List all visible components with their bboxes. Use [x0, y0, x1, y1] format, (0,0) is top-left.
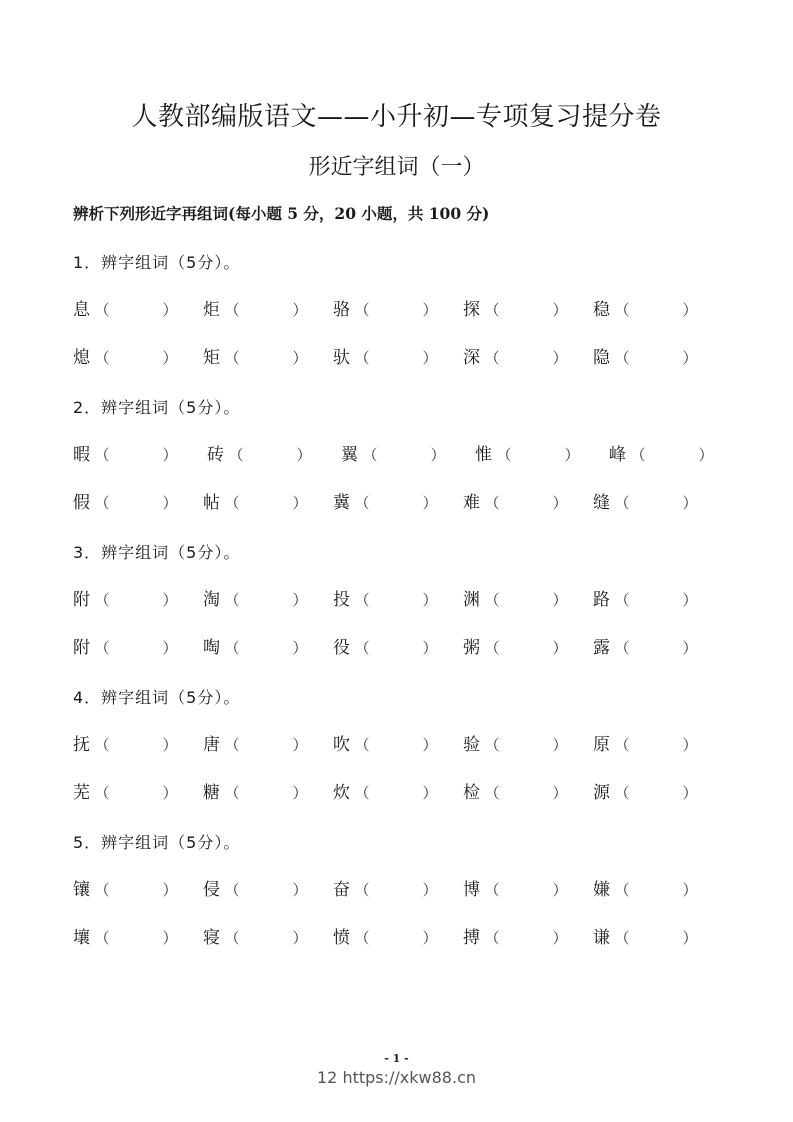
close-paren: ）: [162, 881, 178, 899]
open-paren: （: [94, 639, 110, 657]
char-item: [333, 732, 439, 758]
open-paren: （: [94, 446, 110, 464]
target-character: 原: [593, 735, 610, 755]
target-character: 源: [593, 783, 610, 803]
char-row: [73, 490, 733, 538]
open-paren: （: [94, 591, 110, 609]
open-paren: （: [94, 494, 110, 512]
close-paren: ）: [292, 736, 308, 754]
char-item: [463, 635, 569, 661]
char-row: [73, 345, 733, 393]
open-paren: （: [484, 736, 500, 754]
target-character: 息: [73, 300, 90, 320]
char-item: [593, 925, 699, 951]
char-item: [73, 442, 179, 468]
target-character: 假: [73, 493, 90, 513]
close-paren: ）: [162, 639, 178, 657]
char-item: [593, 877, 699, 903]
watermark-url: 12 https://xkw88.cn: [317, 1068, 476, 1087]
open-paren: （: [484, 494, 500, 512]
target-character: 愤: [333, 928, 350, 948]
open-paren: （: [484, 591, 500, 609]
close-paren: ）: [292, 639, 308, 657]
char-item: [203, 587, 309, 613]
close-paren: ）: [296, 446, 312, 464]
target-character: 缝: [593, 493, 610, 513]
open-paren: （: [228, 446, 244, 464]
char-item: [333, 587, 439, 613]
question-heading: 4．辨字组词（5分）。: [73, 688, 241, 707]
close-paren: ）: [162, 349, 178, 367]
target-character: 深: [463, 348, 480, 368]
char-item: [73, 925, 179, 951]
close-paren: ）: [682, 349, 698, 367]
open-paren: （: [630, 446, 646, 464]
question-heading: 1．辨字组词（5分）。: [73, 253, 241, 272]
target-character: 探: [463, 300, 480, 320]
char-item: [73, 345, 179, 371]
char-row: [73, 442, 733, 490]
char-item: [593, 732, 699, 758]
close-paren: ）: [552, 301, 568, 319]
open-paren: （: [224, 591, 240, 609]
char-item: [73, 780, 179, 806]
target-character: 芜: [73, 783, 90, 803]
close-paren: ）: [422, 349, 438, 367]
target-character: 翼: [341, 445, 358, 465]
open-paren: （: [354, 301, 370, 319]
instruction-text: 辨析下列形近字再组词(每小题 5 分，20 小题，共 100 分): [73, 204, 490, 223]
close-paren: ）: [552, 881, 568, 899]
target-character: 露: [593, 638, 610, 658]
open-paren: （: [614, 494, 630, 512]
char-item: [463, 587, 569, 613]
target-character: 壤: [73, 928, 90, 948]
open-paren: （: [354, 881, 370, 899]
open-paren: （: [94, 301, 110, 319]
close-paren: ）: [682, 929, 698, 947]
char-item: [73, 635, 179, 661]
target-character: 暇: [73, 445, 90, 465]
target-character: 啕: [203, 638, 220, 658]
target-character: 隐: [593, 348, 610, 368]
close-paren: ）: [682, 881, 698, 899]
char-item: [593, 635, 699, 661]
char-item: [207, 442, 313, 468]
close-paren: ）: [292, 591, 308, 609]
close-paren: ）: [682, 591, 698, 609]
char-item: [203, 732, 309, 758]
target-character: 奋: [333, 880, 350, 900]
target-character: 砖: [207, 445, 224, 465]
open-paren: （: [614, 929, 630, 947]
page-title: 人教部编版语文——小升初—专项复习提分卷: [131, 102, 662, 132]
target-character: 帖: [203, 493, 220, 513]
char-item: [333, 297, 439, 323]
close-paren: ）: [552, 736, 568, 754]
open-paren: （: [496, 446, 512, 464]
open-paren: （: [224, 494, 240, 512]
target-character: 糖: [203, 783, 220, 803]
char-item: [203, 490, 309, 516]
target-character: 淘: [203, 590, 220, 610]
open-paren: （: [224, 784, 240, 802]
char-row: [73, 925, 733, 973]
target-character: 检: [463, 783, 480, 803]
open-paren: （: [614, 784, 630, 802]
question-5: [73, 831, 733, 973]
char-item: [333, 925, 439, 951]
close-paren: ）: [422, 784, 438, 802]
target-character: 驮: [333, 348, 350, 368]
close-paren: ）: [292, 494, 308, 512]
target-character: 侵: [203, 880, 220, 900]
close-paren: ）: [162, 591, 178, 609]
open-paren: （: [224, 301, 240, 319]
close-paren: ）: [292, 881, 308, 899]
char-row: [73, 732, 733, 780]
close-paren: ）: [564, 446, 580, 464]
open-paren: （: [614, 349, 630, 367]
close-paren: ）: [682, 301, 698, 319]
target-character: 粥: [463, 638, 480, 658]
target-character: 验: [463, 735, 480, 755]
open-paren: （: [94, 349, 110, 367]
target-character: 搏: [463, 928, 480, 948]
target-character: 吹: [333, 735, 350, 755]
char-item: [333, 635, 439, 661]
target-character: 抚: [73, 735, 90, 755]
char-item: [463, 297, 569, 323]
open-paren: （: [484, 784, 500, 802]
close-paren: ）: [292, 301, 308, 319]
close-paren: ）: [162, 784, 178, 802]
target-character: 博: [463, 880, 480, 900]
char-item: [609, 442, 715, 468]
char-item: [463, 877, 569, 903]
open-paren: （: [614, 591, 630, 609]
char-row: [73, 635, 733, 683]
open-paren: （: [484, 929, 500, 947]
target-character: 投: [333, 590, 350, 610]
target-character: 峰: [609, 445, 626, 465]
char-item: [475, 442, 581, 468]
open-paren: （: [354, 349, 370, 367]
close-paren: ）: [552, 784, 568, 802]
open-paren: （: [484, 639, 500, 657]
open-paren: （: [94, 736, 110, 754]
close-paren: ）: [682, 639, 698, 657]
close-paren: ）: [162, 446, 178, 464]
char-item: [73, 587, 179, 613]
target-character: 熄: [73, 348, 90, 368]
open-paren: （: [94, 784, 110, 802]
char-item: [593, 490, 699, 516]
char-item: [203, 635, 309, 661]
close-paren: ）: [292, 784, 308, 802]
page-number: - 1 -: [384, 1052, 409, 1065]
close-paren: ）: [422, 494, 438, 512]
page-subtitle: 形近字组词（一）: [308, 155, 485, 180]
open-paren: （: [224, 639, 240, 657]
open-paren: （: [614, 881, 630, 899]
target-character: 矩: [203, 348, 220, 368]
open-paren: （: [354, 736, 370, 754]
char-row: [73, 780, 733, 828]
char-item: [463, 732, 569, 758]
open-paren: （: [224, 349, 240, 367]
char-item: [73, 732, 179, 758]
target-character: 路: [593, 590, 610, 610]
target-character: 炊: [333, 783, 350, 803]
open-paren: （: [354, 494, 370, 512]
open-paren: （: [484, 881, 500, 899]
char-item: [203, 877, 309, 903]
target-character: 惟: [475, 445, 492, 465]
open-paren: （: [224, 736, 240, 754]
open-paren: （: [614, 301, 630, 319]
close-paren: ）: [162, 929, 178, 947]
open-paren: （: [362, 446, 378, 464]
target-character: 寝: [203, 928, 220, 948]
char-row: [73, 297, 733, 345]
close-paren: ）: [422, 736, 438, 754]
close-paren: ）: [292, 929, 308, 947]
target-character: 附: [73, 590, 90, 610]
close-paren: ）: [430, 446, 446, 464]
question-heading: 5．辨字组词（5分）。: [73, 833, 241, 852]
question-1: [73, 251, 733, 393]
open-paren: （: [354, 784, 370, 802]
close-paren: ）: [422, 639, 438, 657]
open-paren: （: [614, 736, 630, 754]
char-item: [73, 490, 179, 516]
close-paren: ）: [552, 929, 568, 947]
close-paren: ）: [682, 736, 698, 754]
target-character: 骆: [333, 300, 350, 320]
target-character: 嫌: [593, 880, 610, 900]
close-paren: ）: [292, 349, 308, 367]
target-character: 附: [73, 638, 90, 658]
question-heading: 2．辨字组词（5分）。: [73, 398, 241, 417]
target-character: 谦: [593, 928, 610, 948]
close-paren: ）: [162, 736, 178, 754]
char-item: [333, 345, 439, 371]
question-4: [73, 686, 733, 828]
question-heading: 3．辨字组词（5分）。: [73, 543, 241, 562]
char-item: [463, 925, 569, 951]
char-item: [73, 877, 179, 903]
open-paren: （: [484, 301, 500, 319]
close-paren: ）: [162, 301, 178, 319]
open-paren: （: [354, 639, 370, 657]
question-3: [73, 541, 733, 683]
char-item: [73, 297, 179, 323]
close-paren: ）: [682, 784, 698, 802]
close-paren: ）: [552, 639, 568, 657]
close-paren: ）: [682, 494, 698, 512]
char-item: [341, 442, 447, 468]
close-paren: ）: [698, 446, 714, 464]
close-paren: ）: [552, 591, 568, 609]
close-paren: ）: [422, 929, 438, 947]
open-paren: （: [224, 881, 240, 899]
target-character: 镶: [73, 880, 90, 900]
open-paren: （: [484, 349, 500, 367]
char-item: [593, 587, 699, 613]
char-item: [593, 780, 699, 806]
char-item: [333, 780, 439, 806]
open-paren: （: [224, 929, 240, 947]
target-character: 冀: [333, 493, 350, 513]
close-paren: ）: [422, 591, 438, 609]
target-character: 难: [463, 493, 480, 513]
target-character: 役: [333, 638, 350, 658]
char-item: [463, 490, 569, 516]
open-paren: （: [94, 929, 110, 947]
char-item: [463, 345, 569, 371]
char-item: [203, 297, 309, 323]
question-2: [73, 396, 733, 538]
target-character: 稳: [593, 300, 610, 320]
target-character: 炬: [203, 300, 220, 320]
open-paren: （: [614, 639, 630, 657]
char-item: [333, 877, 439, 903]
open-paren: （: [354, 591, 370, 609]
target-character: 唐: [203, 735, 220, 755]
close-paren: ）: [422, 301, 438, 319]
char-row: [73, 587, 733, 635]
char-item: [463, 780, 569, 806]
char-item: [203, 345, 309, 371]
close-paren: ）: [552, 349, 568, 367]
close-paren: ）: [422, 881, 438, 899]
target-character: 渊: [463, 590, 480, 610]
char-item: [593, 297, 699, 323]
open-paren: （: [94, 881, 110, 899]
char-item: [333, 490, 439, 516]
char-item: [203, 780, 309, 806]
char-row: [73, 877, 733, 925]
close-paren: ）: [162, 494, 178, 512]
open-paren: （: [354, 929, 370, 947]
char-item: [203, 925, 309, 951]
close-paren: ）: [552, 494, 568, 512]
char-item: [593, 345, 699, 371]
